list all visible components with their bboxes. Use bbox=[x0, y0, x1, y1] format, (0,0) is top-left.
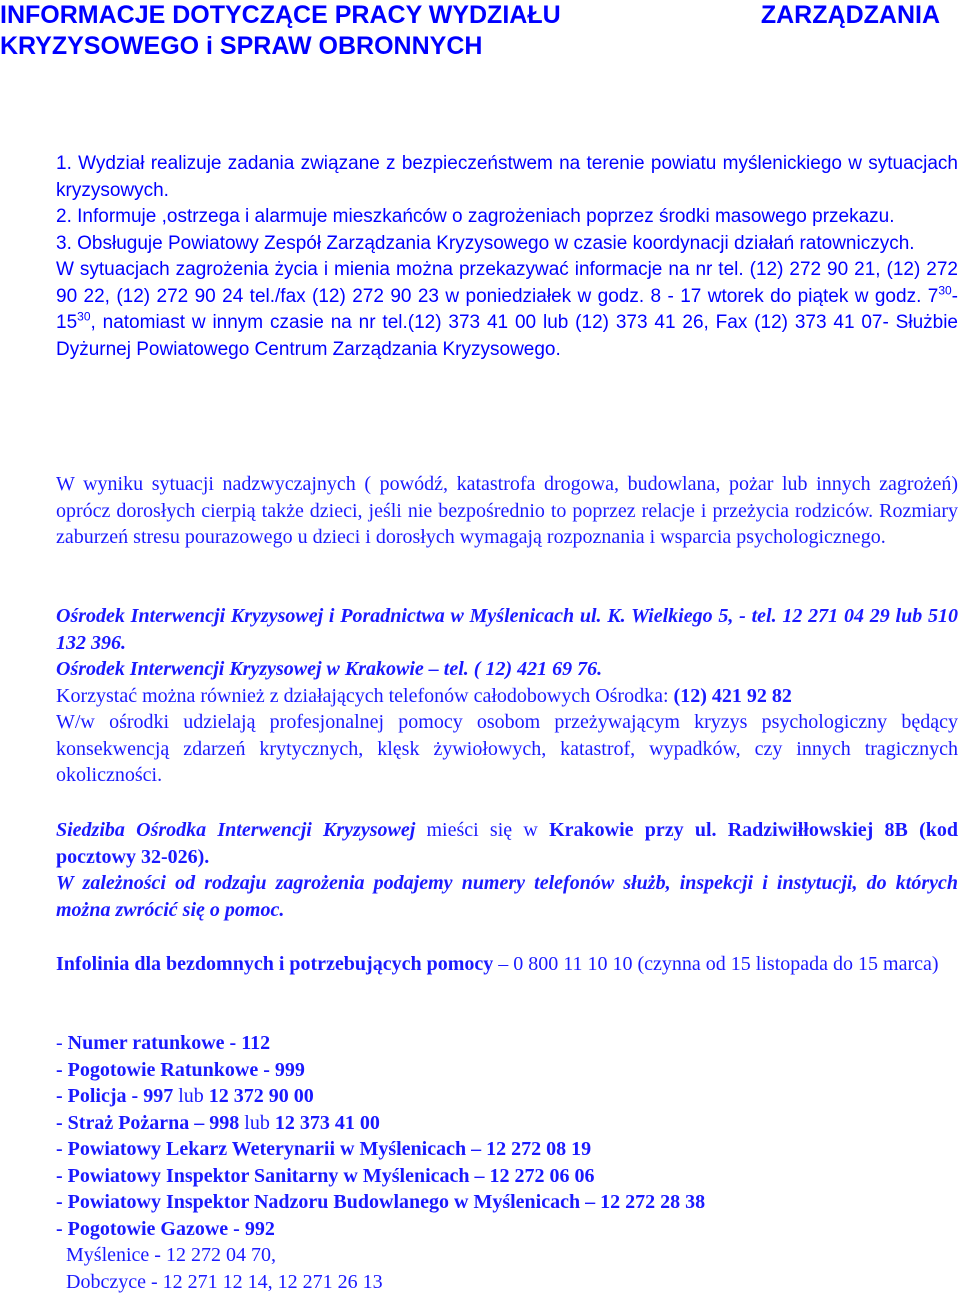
list-item: - Numer ratunkowe - 112 bbox=[56, 1032, 271, 1054]
list-item: - Pogotowie Ratunkowe - 999 bbox=[56, 1058, 305, 1081]
page-title bbox=[0, 0, 940, 62]
list-item: Myślenice - 12 272 04 70, bbox=[66, 1244, 276, 1266]
emergency-numbers bbox=[56, 1030, 958, 1295]
center-krakow: Ośrodek Interwencji Kryzysowej w Krakowie – tel. ( 12) 421 69 76. bbox=[56, 658, 603, 680]
centers-section bbox=[56, 603, 958, 789]
task-item-2: 2. Informuje ,ostrzega i alarmuje mieszkańców o zagrożeniach poprzez środki masowego przekazu. bbox=[56, 206, 895, 227]
title-line-2: KRYZYSOWEGO i SPRAW OBRONNYCH bbox=[0, 32, 483, 60]
list-item: - Powiatowy Lekarz Weterynarii w Myślenicach – 12 272 08 19 bbox=[56, 1138, 592, 1160]
title-line-1 bbox=[0, 0, 940, 31]
center-myslenice: Ośrodek Interwencji Kryzysowej i Poradnictwa w Myślenicach ul. K. Wielkiego 5, - tel. 12 271 04 29 lub 510 132 396. bbox=[56, 605, 958, 654]
hotline-number: (12) 421 92 82 bbox=[673, 684, 792, 707]
seat-section bbox=[56, 817, 958, 923]
centers-help-text: W/w ośrodki udzielają profesjonalnej pomocy osobom przeżywającym kryzys psychologiczny będący konsekwencją zdarzeń krytycznych, klęsk żywiołowych, katastrof, wypadków, czy innych tragicznych okoliczności. bbox=[56, 711, 958, 786]
tasks-list bbox=[56, 151, 958, 363]
title-right: ZARZĄDZANIA bbox=[760, 1, 940, 29]
list-item: - Straż Pożarna – 998 lub 12 373 41 00 bbox=[56, 1111, 380, 1134]
task-item-1: 1. Wydział realizuje zadania związane z bezpieczeństwem na terenie powiatu myślenickiego w sytuacjach kryzysowych. bbox=[56, 153, 958, 201]
hotline-line: Korzystać można również z działających telefonów całodobowych Ośrodka: (12) 421 92 82 bbox=[56, 684, 792, 707]
list-item: - Pogotowie Gazowe - 992 bbox=[56, 1217, 275, 1240]
contact-paragraph: W sytuacjach zagrożenia życia i mienia można przekazywać informacje na nr tel. (12) 272 90 21, (12) 272 90 22, (12) 272 90 24 tel./fax (12) 272 90 23 w poniedziałek w godz. 8 - 17 wtorek do piątek w godz. $7^{30}-15^{30}$, natomiast w innym czasie na nr tel.(12) 373 41 00 lub (12) 373 41 26, Fax (12) 373 41 07- Służbie Dyżurnej Powiatowego Centrum Zarządzania Kryzysowego. bbox=[56, 259, 958, 360]
list-item: Dobczyce - 12 271 12 14, 12 271 26 13 bbox=[66, 1270, 383, 1293]
infoline: Infolinia dla bezdomnych i potrzebujących pomocy – 0 800 11 10 10 (czynna od 15 listopada do 15 marca) bbox=[56, 953, 939, 975]
task-item-3: 3. Obsługuje Powiatowy Zespół Zarządzania Kryzysowego w czasie koordynacji działań ratowniczych. bbox=[56, 232, 915, 254]
stress-paragraph: W wyniku sytuacji nadzwyczajnych ( powódź, katastrofa drogowa, budowlana, pożar lub innych zagrożeń) oprócz dorosłych cierpią także dzieci, jeśli nie bezpośrednio to poprzez relacje i przeżycia rodziców. Rozmiary zaburzeń stresu pourazowego u dzieci i dorosłych wymagają rozpoznania i wsparcia psychologicznego. bbox=[56, 473, 958, 548]
list-item: - Powiatowy Inspektor Nadzoru Budowlanego w Myślenicach – 12 272 28 38 bbox=[56, 1191, 706, 1213]
seat-address: Siedziba Ośrodka Interwencji Kryzysowej mieści się w Krakowie przy ul. Radziwiłłowskiej 8B (kod pocztowy 32-026). bbox=[56, 819, 959, 868]
list-item: - Policja - 997 lub 12 372 90 00 bbox=[56, 1085, 314, 1107]
seat-intro: W zależności od rodzaju zagrożenia podajemy numery telefonów służb, inspekcji i instytucji, do których można zwrócić się o pomoc. bbox=[56, 872, 958, 921]
list-item: - Powiatowy Inspektor Sanitarny w Myślenicach – 12 272 06 06 bbox=[56, 1164, 595, 1187]
title-left: INFORMACJE DOTYCZĄCE PRACY WYDZIAŁU bbox=[0, 1, 561, 29]
